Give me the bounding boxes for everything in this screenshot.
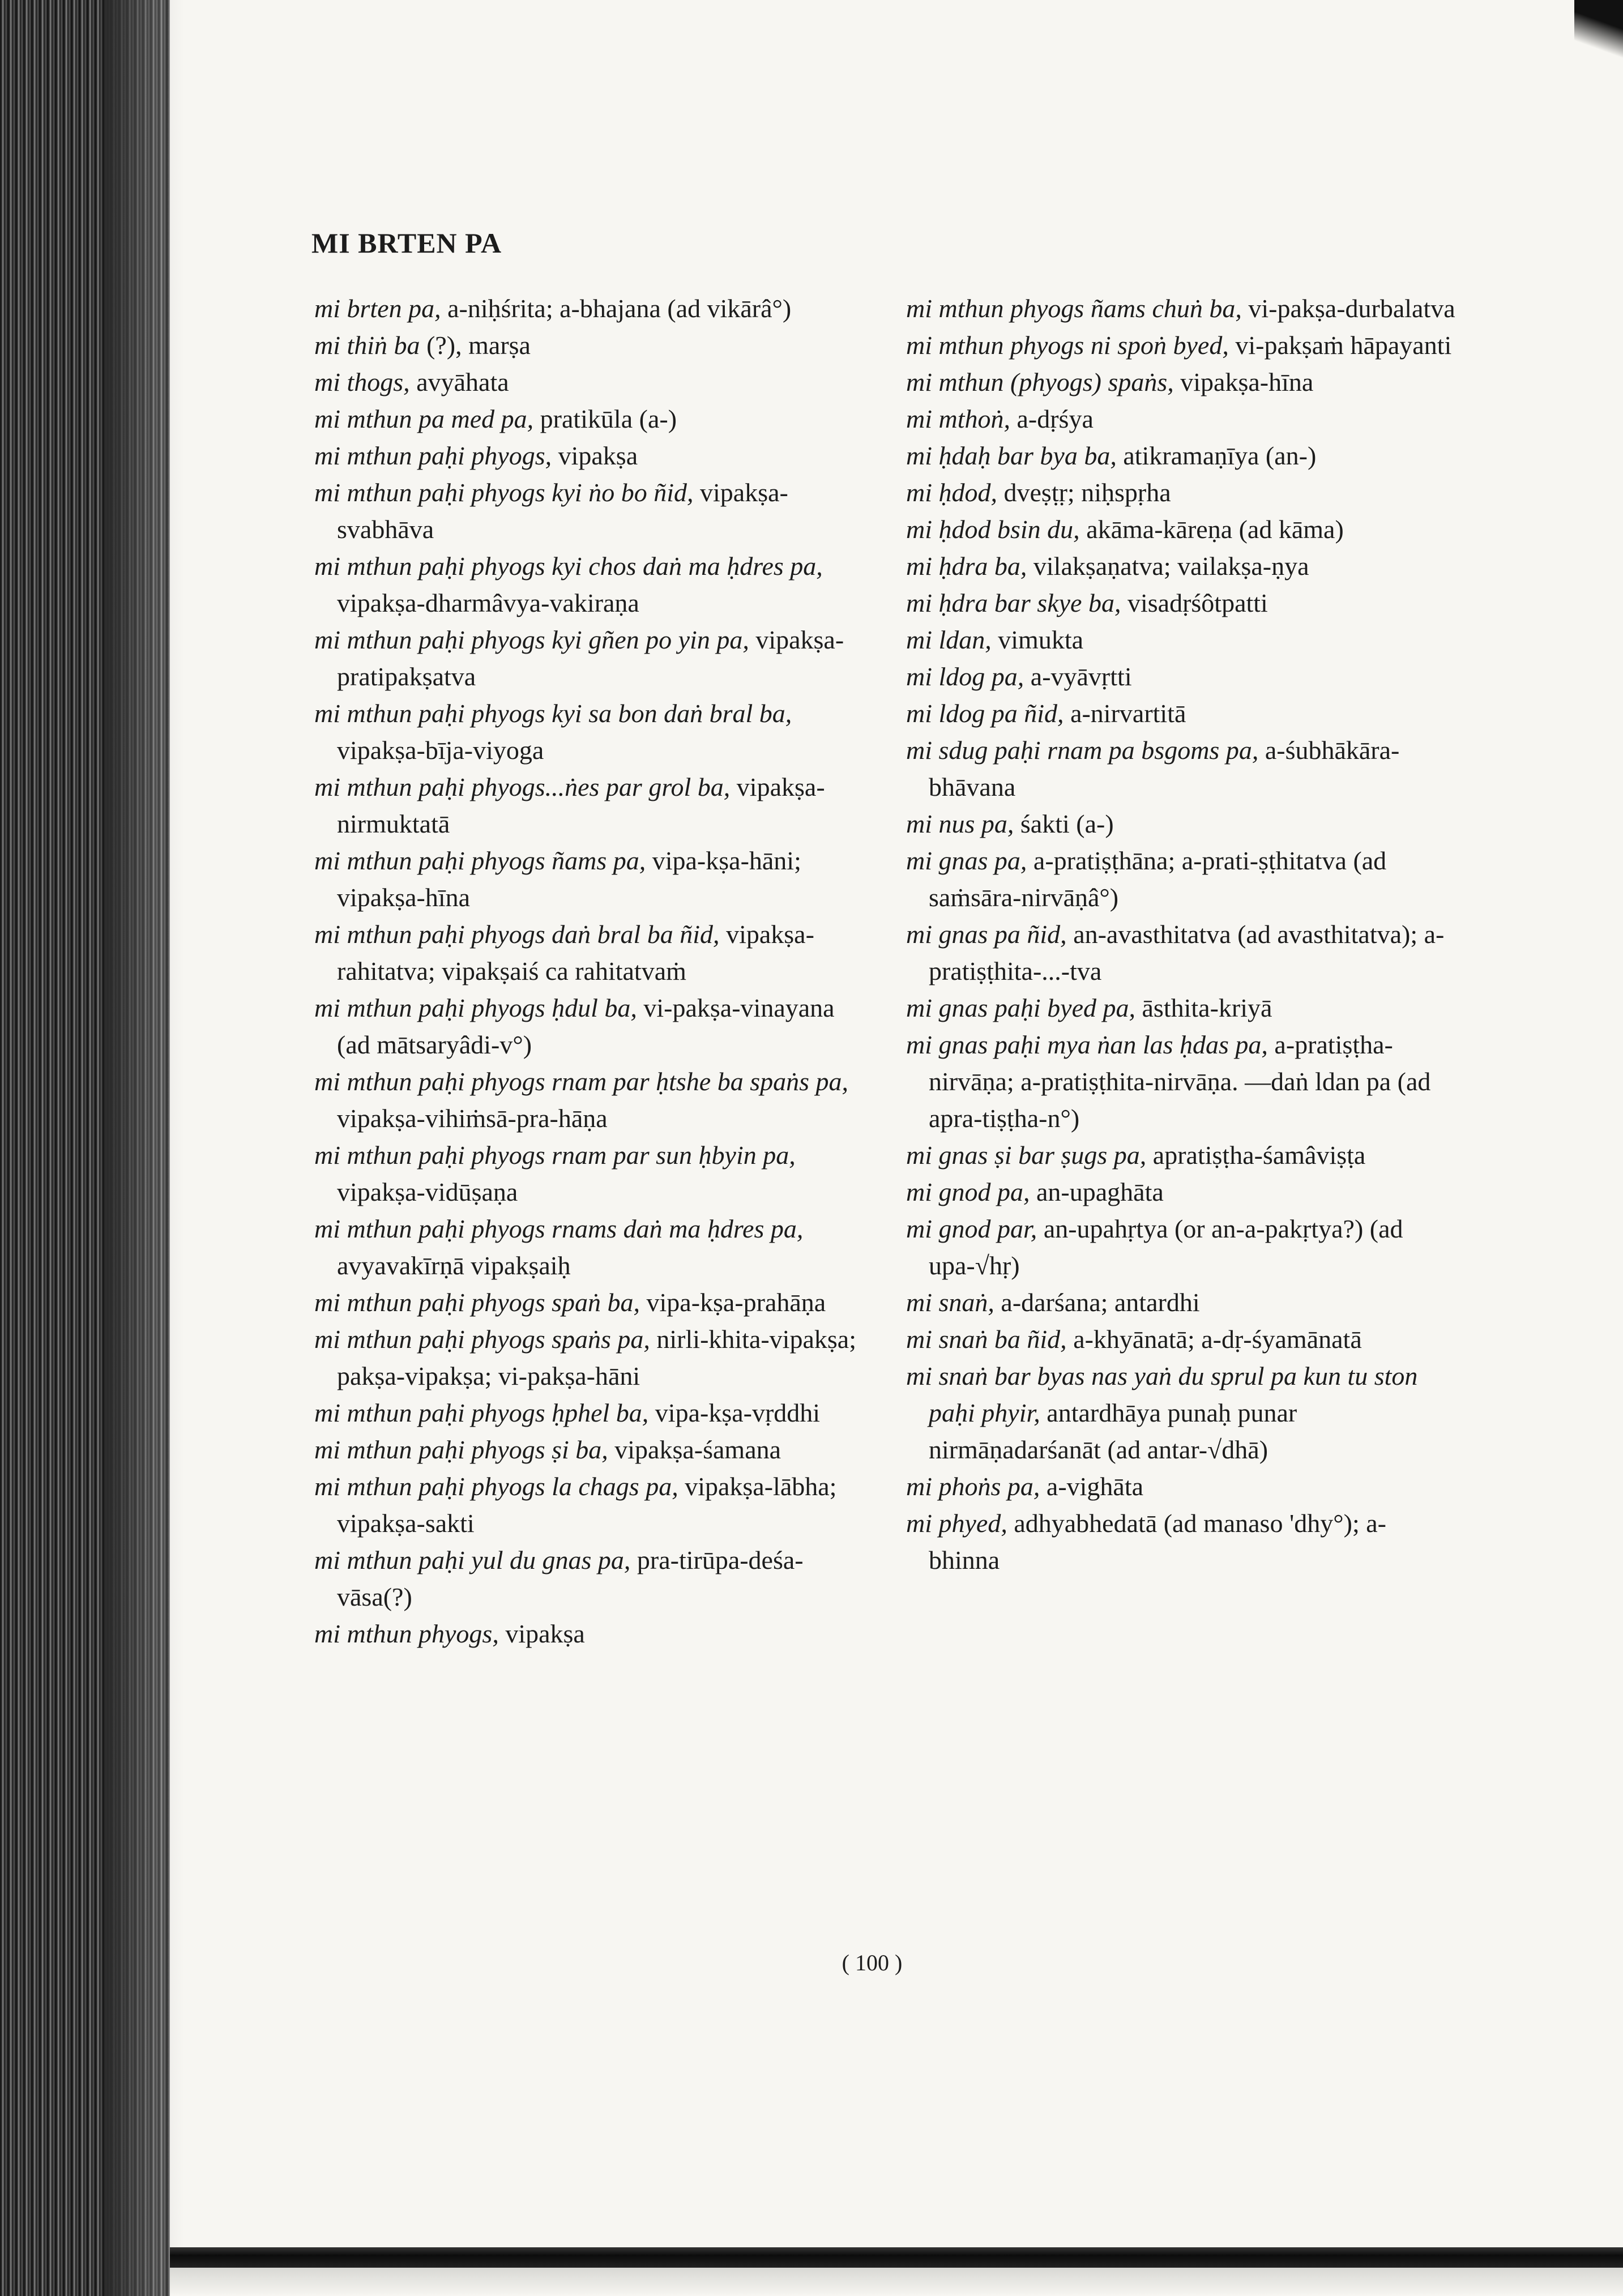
entry-definition: vi-pakṣa-durbalatva [1241, 294, 1455, 323]
entry-definition: vipakṣa-hīna [1173, 368, 1314, 396]
entry-definition: vipakṣa-pratipakṣatva [337, 625, 844, 691]
dictionary-entry [314, 1394, 864, 1431]
entry-headword: mi ḥdra bar skye ba, [906, 588, 1121, 617]
dictionary-entry [906, 1321, 1455, 1358]
entry-definition: vipa-kṣa-vṛddhi [648, 1398, 821, 1427]
dictionary-entry [314, 290, 864, 327]
entry-headword: mi phoṅs pa, [906, 1472, 1040, 1501]
entry-headword: mi gnod pa, [906, 1177, 1030, 1206]
entry-headword: mi ḥdod bsin du, [906, 515, 1080, 544]
entry-definition: vipa-kṣa-prahāṇa [640, 1288, 826, 1317]
entry-headword: mi mthun paḥi phyogs ñams pa, [314, 846, 646, 875]
dictionary-entry [906, 400, 1455, 437]
entry-headword: mi mthun phyogs ñams chuṅ ba, [906, 294, 1242, 323]
running-header: MI BRTEN PA [311, 227, 502, 259]
entry-definition: avyavakīrṇā vipakṣaiḥ [337, 1251, 571, 1280]
right-column [906, 290, 1455, 1578]
dictionary-entry [906, 364, 1455, 400]
entry-headword: mi gnas pa, [906, 846, 1027, 875]
entry-definition: akāma-kāreṇa (ad kāma) [1079, 515, 1344, 544]
dictionary-entry [906, 1026, 1455, 1137]
entry-headword: mi gnas paḥi mya ṅan las ḥdas pa, [906, 1030, 1268, 1059]
entry-definition: vipakṣa-svabhāva [337, 478, 788, 544]
entry-headword: mi mthun paḥi phyogs spaṅs pa, [314, 1325, 650, 1354]
entry-headword: mi gnas ṣi bar ṣugs pa, [906, 1141, 1147, 1170]
dictionary-entry [906, 584, 1455, 621]
entry-definition: avyāhata [409, 368, 509, 396]
dictionary-entry [906, 1210, 1455, 1284]
entry-headword: mi mthun phyogs, [314, 1619, 499, 1648]
entry-definition: vipa-kṣa-hāni; vipakṣa-hīna [337, 846, 801, 912]
entry-headword: mi snaṅ bar byas nas yaṅ du sprul pa kun tu ston paḥi phyir, [906, 1362, 1418, 1427]
entry-headword: mi ḥdra ba, [906, 552, 1027, 581]
dictionary-entry [314, 916, 864, 989]
dictionary-entry [314, 1431, 864, 1468]
entry-headword: mi mthun paḥi phyogs kyi chos daṅ ma ḥdres pa, [314, 552, 823, 581]
entry-definition: vipakṣa [552, 441, 638, 470]
entry-headword: mi snaṅ, [906, 1288, 994, 1317]
dictionary-entry [906, 1468, 1455, 1505]
binding-shadow [105, 0, 184, 2296]
entry-definition: a-darśana; antardhi [994, 1288, 1200, 1317]
entry-headword: mi mthun (phyogs) spaṅs, [906, 368, 1174, 396]
entry-definition: a-nirvartitā [1064, 699, 1186, 728]
dictionary-entry [906, 1358, 1455, 1468]
entry-definition: atikramaṇīya (an-) [1116, 441, 1317, 470]
dictionary-entry [906, 290, 1455, 327]
entry-definition: a-śubhākāra-bhāvana [929, 736, 1400, 801]
dictionary-entry [314, 474, 864, 548]
page-number: ( 100 ) [842, 1950, 903, 1975]
entry-definition: vipakṣa-vidūṣaṇa [337, 1177, 518, 1206]
entry-headword: mi phyed, [906, 1509, 1007, 1538]
entry-definition: adhyabhedatā (ad manaso 'dhy°); a-bhinna [929, 1509, 1386, 1574]
entry-definition: nirli-khita-vipakṣa; pakṣa-vipakṣa; vi-pakṣa-hāni [337, 1325, 856, 1390]
dictionary-entry [906, 658, 1455, 695]
entry-headword: mi ldog pa ñid, [906, 699, 1064, 728]
left-column [314, 290, 864, 1652]
dictionary-entry [906, 327, 1455, 364]
entry-definition: (?), marṣa [420, 331, 531, 360]
dictionary-entry [906, 1173, 1455, 1210]
dictionary-entry [314, 1063, 864, 1137]
dictionary-entry [906, 805, 1455, 842]
entry-definition: vipakṣa [498, 1619, 585, 1648]
entry-definition: an-avasthitatva (ad avasthitatva); a-pratiṣṭhita-...-tva [929, 920, 1445, 985]
dictionary-entry [906, 695, 1455, 732]
dictionary-entry [314, 621, 864, 695]
entry-definition: vipakṣa-vihiṁsā-pra-hāṇa [337, 1104, 608, 1133]
entry-headword: mi mthun paḥi phyogs la chags pa, [314, 1472, 678, 1501]
corner-shadow [1574, 0, 1623, 79]
dictionary-entry [314, 548, 864, 621]
entry-headword: mi mthun paḥi phyogs rnam par ḥtshe ba spaṅs pa, [314, 1067, 849, 1096]
dictionary-entry [314, 1615, 864, 1652]
entry-headword: mi thiṅ ba [314, 331, 420, 360]
entry-definition: vi-pakṣa-vinayana (ad mātsaryâdi-v°) [337, 993, 835, 1059]
entry-definition: pratikūla (a-) [533, 404, 677, 433]
entry-definition: a-vyāvṛtti [1024, 662, 1132, 691]
entry-definition: pra-tirūpa-deśa-vāsa(?) [337, 1546, 804, 1611]
entry-headword: mi snaṅ ba ñid, [906, 1325, 1067, 1354]
entry-definition: visadṛśôtpatti [1121, 588, 1268, 617]
entry-headword: mi mthun pa med pa, [314, 404, 534, 433]
page-bottom-edge [170, 2247, 1623, 2268]
entry-definition: antardhāya punaḥ punar nirmāṇadarśanāt (ad antar-√dhā) [929, 1398, 1297, 1464]
dictionary-entry [906, 474, 1455, 511]
dictionary-entry [314, 695, 864, 769]
entry-definition: āsthita-kriyā [1135, 993, 1272, 1022]
entry-definition: a-vighāta [1040, 1472, 1144, 1501]
entry-headword: mi mthun paḥi phyogs, [314, 441, 552, 470]
entry-definition: a-pratiṣṭha-nirvāṇa; a-pratiṣṭhita-nirvāṇa. —daṅ ldan pa (ad apra-tiṣṭha-n°) [929, 1030, 1431, 1133]
dictionary-entry [314, 327, 864, 364]
dictionary-entry [314, 437, 864, 474]
entry-headword: mi mthun paḥi phyogs ḥphel ba, [314, 1398, 649, 1427]
entry-headword: mi mthun paḥi phyogs ṣi ba, [314, 1435, 608, 1464]
dictionary-entry [314, 1468, 864, 1542]
entry-headword: mi gnas paḥi byed pa, [906, 993, 1136, 1022]
entry-headword: mi mthun paḥi phyogs kyi ṅo bo ñid, [314, 478, 694, 507]
entry-definition: vilakṣaṇatva; vailakṣa-ṇya [1027, 552, 1309, 581]
dictionary-entry [906, 437, 1455, 474]
entry-definition: vipakṣa-bīja-viyoga [337, 736, 544, 765]
entry-headword: mi brten pa, [314, 294, 441, 323]
dictionary-entry [906, 548, 1455, 584]
entry-headword: mi mthun phyogs ni spoṅ byed, [906, 331, 1229, 360]
dictionary-entry [314, 989, 864, 1063]
entry-definition: dveṣṭṛ; niḥspṛha [997, 478, 1171, 507]
entry-headword: mi sdug paḥi rnam pa bsgoms pa, [906, 736, 1259, 765]
entry-definition: vi-pakṣaṁ hāpayanti [1228, 331, 1452, 360]
entry-definition: vipakṣa-lābha; vipakṣa-sakti [337, 1472, 837, 1538]
dictionary-entry [906, 1284, 1455, 1321]
entry-headword: mi nus pa, [906, 809, 1014, 838]
entry-definition: vipakṣa-nirmuktatā [337, 773, 825, 838]
dictionary-entry [314, 1137, 864, 1210]
entry-headword: mi ldog pa, [906, 662, 1024, 691]
entry-definition: vimukta [991, 625, 1084, 654]
dictionary-entry [314, 842, 864, 916]
dictionary-entry [906, 1505, 1455, 1578]
entry-definition: vipakṣa-śamana [608, 1435, 781, 1464]
entry-definition: vipakṣa-rahitatva; vipakṣaiś ca rahitatvaṁ [337, 920, 814, 985]
dictionary-entry [906, 621, 1455, 658]
entry-definition: a-niḥśrita; a-bhajana (ad vikārâ°) [441, 294, 792, 323]
entry-headword: mi ldan, [906, 625, 992, 654]
entry-headword: mi gnod par, [906, 1214, 1037, 1243]
entry-headword: mi mthun paḥi phyogs ḥdul ba, [314, 993, 637, 1022]
entry-definition: apratiṣṭha-śamâviṣṭa [1146, 1141, 1366, 1170]
dictionary-entry [314, 1542, 864, 1615]
dictionary-entry [906, 916, 1455, 989]
dictionary-entry [906, 732, 1455, 805]
entry-headword: mi mthun paḥi phyogs spaṅ ba, [314, 1288, 640, 1317]
dictionary-entry [906, 511, 1455, 548]
dictionary-entry [314, 364, 864, 400]
dictionary-entry [906, 989, 1455, 1026]
entry-headword: mi mthoṅ, [906, 404, 1010, 433]
entry-headword: mi mthun paḥi phyogs...ṅes par grol ba, [314, 773, 731, 801]
entry-headword: mi mthun paḥi phyogs kyi gñen po yin pa, [314, 625, 749, 654]
entry-definition: an-upahṛtya (or an-a-pakṛtya?) (ad upa-√hṛ) [929, 1214, 1403, 1280]
entry-headword: mi ḥdod, [906, 478, 997, 507]
dictionary-entry [906, 842, 1455, 916]
entry-headword: mi ḥdaḥ bar bya ba, [906, 441, 1117, 470]
page-bottom-margin [170, 2268, 1623, 2296]
dictionary-entry [314, 1210, 864, 1284]
entry-headword: mi mthun paḥi phyogs kyi sa bon daṅ bral ba, [314, 699, 792, 728]
entry-definition: vipakṣa-dharmâvya-vakiraṇa [337, 588, 639, 617]
entry-definition: an-upaghāta [1030, 1177, 1164, 1206]
entry-headword: mi mthun paḥi phyogs daṅ bral ba ñid, [314, 920, 720, 949]
entry-headword: mi mthun paḥi phyogs rnam par sun ḥbyin pa, [314, 1141, 796, 1170]
dictionary-entry [314, 769, 864, 842]
entry-headword: mi gnas pa ñid, [906, 920, 1067, 949]
entry-headword: mi mthun paḥi yul du gnas pa, [314, 1546, 631, 1574]
entry-headword: mi thogs, [314, 368, 410, 396]
entry-definition: a-khyānatā; a-dṛ-śyamānatā [1066, 1325, 1362, 1354]
entry-definition: a-dṛśya [1010, 404, 1094, 433]
entry-definition: a-pratiṣṭhāna; a-prati-ṣṭhitatva (ad saṁsāra-nirvāṇâ°) [929, 846, 1387, 912]
entry-headword: mi mthun paḥi phyogs rnams daṅ ma ḥdres pa, [314, 1214, 804, 1243]
dictionary-entry [906, 1137, 1455, 1173]
dictionary-entry [314, 1321, 864, 1394]
entry-definition: śakti (a-) [1014, 809, 1114, 838]
dictionary-entry [314, 400, 864, 437]
dictionary-entry [314, 1284, 864, 1321]
